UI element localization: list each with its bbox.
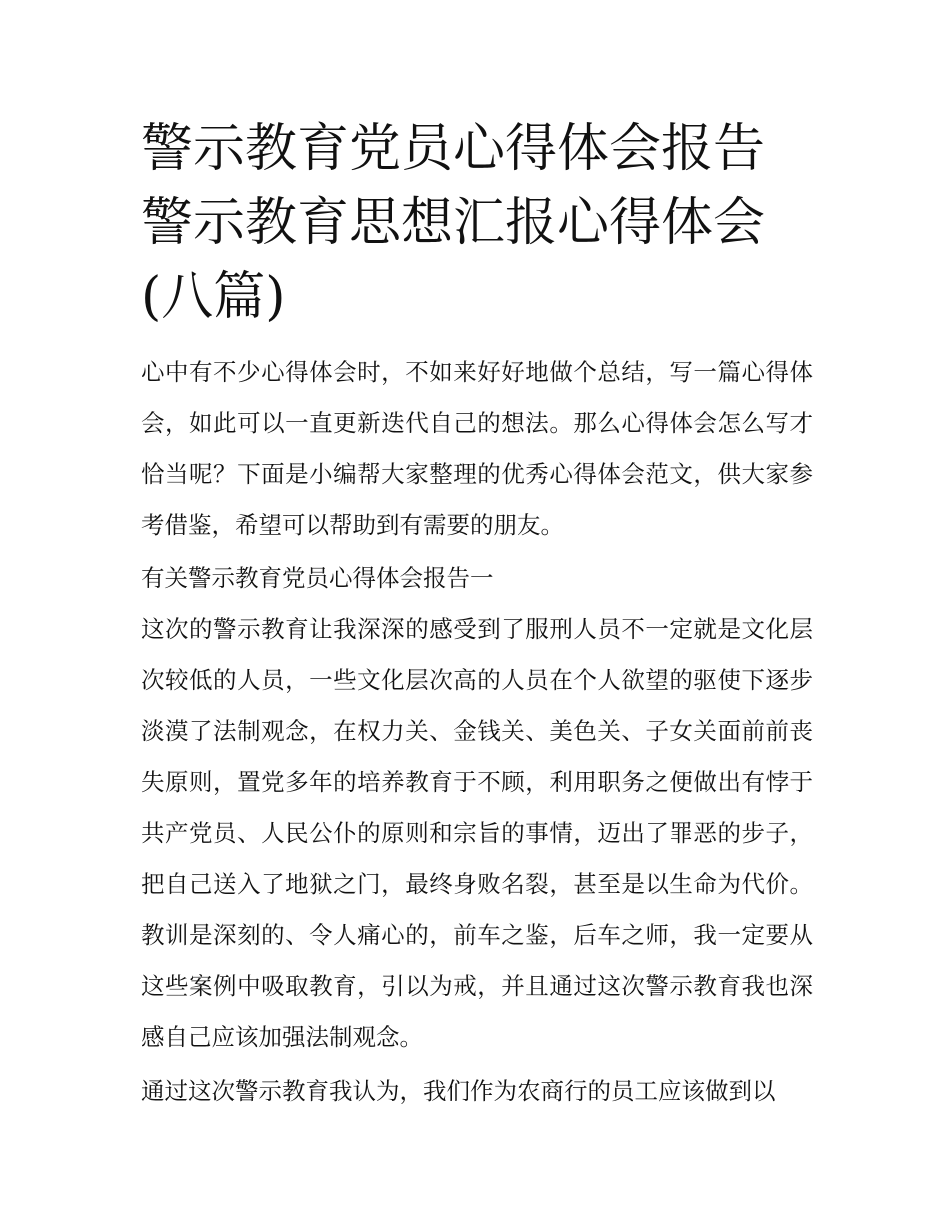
document-page [141,112,813,1117]
intro-paragraph: 心中有不少心得体会时，不如来好好地做个总结，写一篇心得体会，如此可以一直更新迭代自己的想法。那么心得体会怎么写才恰当呢？下面是小编帮大家整理的优秀心得体会范文，供大家参考借鉴，希望可以帮助到有需要的朋友。 [141,358,813,539]
document-title: 警示教育党员心得体会报告 警示教育思想汇报心得体会(八篇) [141,119,766,327]
section-heading: 有关警示教育党员心得体会报告一 [141,564,494,592]
body-paragraph-1: 这次的警示教育让我深深的感受到了服刑人员不一定就是文化层次较低的人员，一些文化层次高的人员在个人欲望的驱使下逐步淡漠了法制观念，在权力关、金钱关、美色关、子女关面前前丧失原则，置党多年的培养教育于不顾，利用职务之便做出有悖于共产党员、人民公仆的原则和宗旨的事情，迈出了罪恶的步子，把自己送入了地狱之门，最终身败名裂，甚至是以生命为代价。教训是深刻的、令人痛心的，前车之鉴，后车之师，我一定要从这些案例中吸取教育，引以为戒，并且通过这次警示教育我也深感自己应该加强法制观念。 [141,615,813,1051]
body-paragraph-2: 通过这次警示教育我认为，我们作为农商行的员工应该做到以 [141,1077,776,1105]
